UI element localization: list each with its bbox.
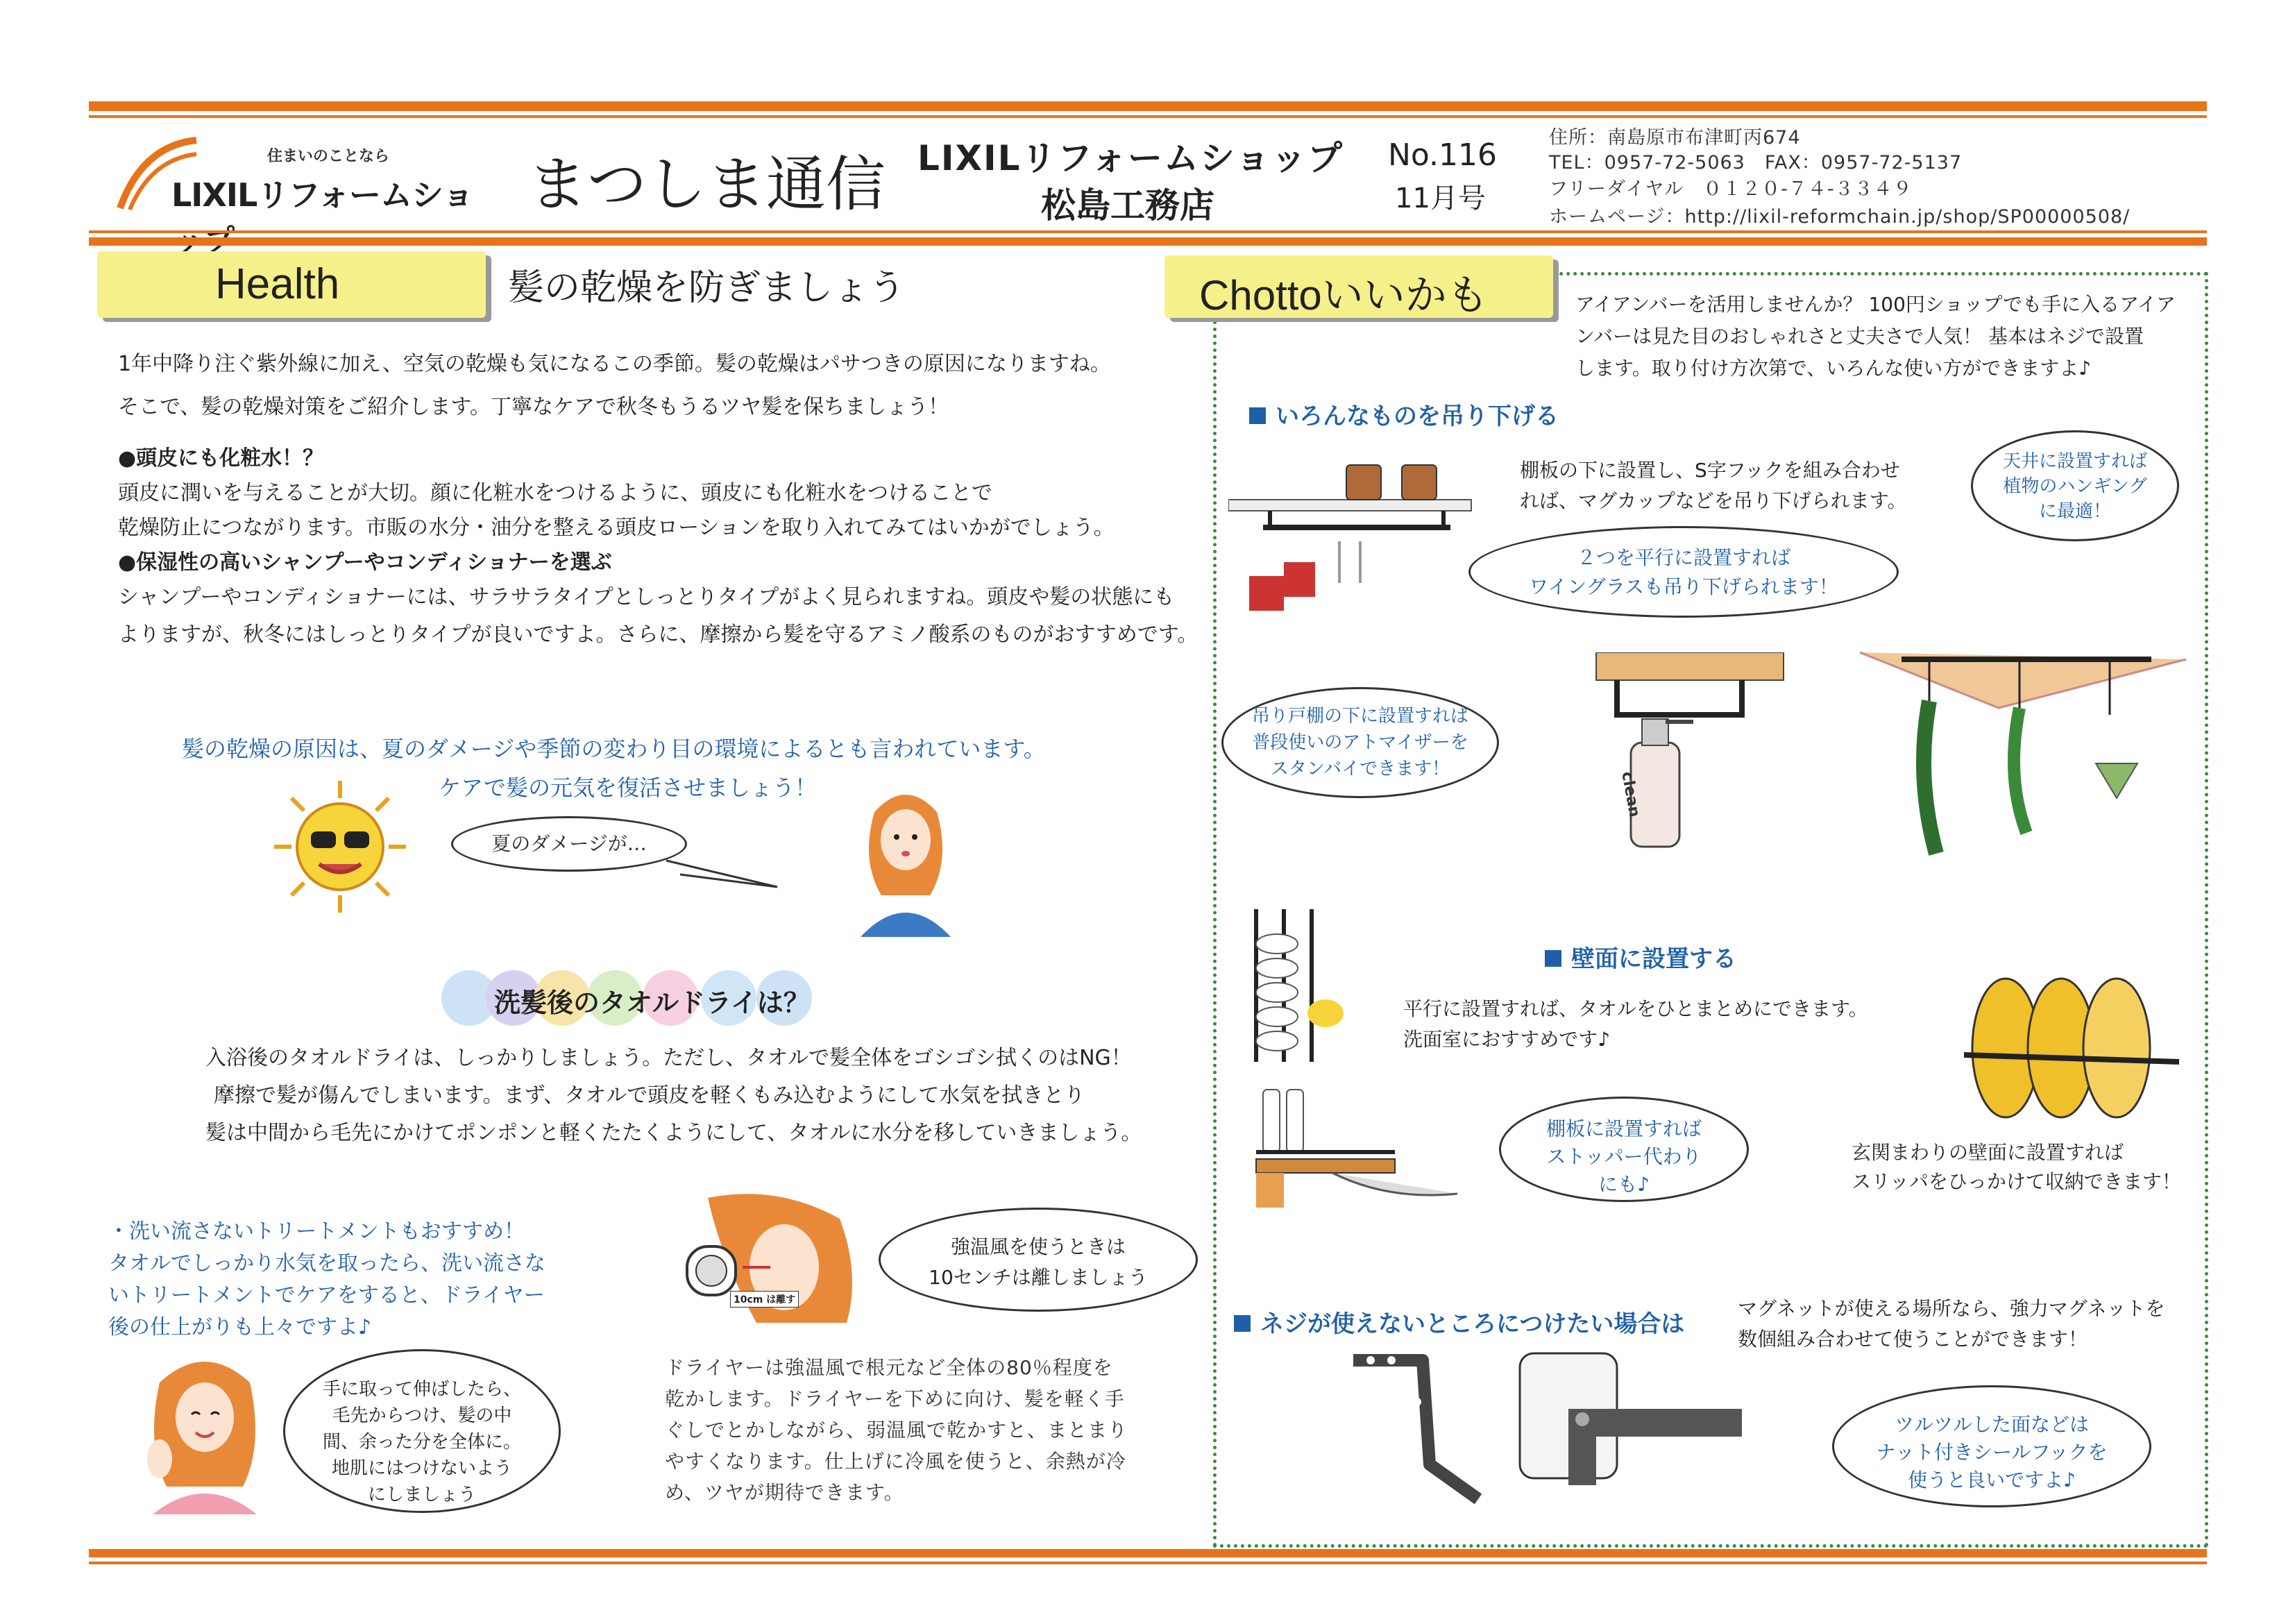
towel-rack-icon [1242,902,1346,1069]
bubble-hand-line: 間、余った分を全体に。 [322,1432,521,1453]
treatment-line: 後の仕上がりも上々ですよ♪ [108,1315,372,1339]
ceiling-plant-hanger-icon [1860,638,2193,895]
section-wall-body [1403,994,1868,1055]
chotto-intro [1575,289,2176,384]
contact-freedial: フリーダイヤル ０１２０-７４-３３４９ [1549,178,1913,200]
health-intro-line: 1年中降り注ぐ紫外線に加え、空気の乾燥も気になるこの季節。髪の乾燥はパサつきの原因になりますね。 [118,352,1111,376]
bottom-border-thin [89,1562,2207,1564]
square-bullet-icon [1234,1315,1251,1332]
bubble-shelf-stopper [1499,1097,1749,1202]
header-divider-thick [89,237,2207,246]
seal-hook-icon [1513,1346,1742,1499]
section-magnet-body [1738,1294,2165,1355]
slipper-line: 玄関まわりの壁面に設置すれば [1852,1141,2124,1164]
bubble-wine-glass [1468,526,1899,618]
dryer-distance-label: 10cm は離す [730,1291,799,1308]
section-magnet-title: ネジが使えないところにつけたい場合は [1260,1310,1685,1338]
chotto-intro-line: アイアンバーを活用しませんか？ 100円ショップでも手に入るアイア [1575,293,2176,316]
lixil-logo [115,132,503,222]
spray-bottle-icon [1589,652,1790,854]
bubble-dryer-line: 10センチは離しましょう [929,1266,1148,1289]
point2-line: よりますが、秋冬にはしっとりタイプが良いですよ。さらに、摩擦から髪を守るアミノ酸系のものがおすすめです。 [118,623,1199,647]
health-tab-label: Health [215,260,340,308]
point2-line: シャンプーやコンディショナーには、サラサラタイプとしっとりタイプがよく見られますね。頭皮や髪の状態にも [118,585,1175,609]
health-lead-2: ケアで髪の元気を復活させましょう！ [439,775,817,801]
bubble-ceiling-line: に最適！ [2038,501,2111,522]
logo-tagline: 住まいのことなら [267,148,390,165]
woman-treatment-icon [139,1348,271,1514]
section-wall-title: 壁面に設置する [1571,945,1736,973]
section-hang-body [1520,455,1906,516]
bubble-ceiling-line: 植物のハンギング [2003,476,2147,497]
bubble-ceiling-line: 天井に設置すれば [2002,451,2147,472]
dryer-line: 乾かします。ドライヤーを下めに向け、髪を軽く手 [665,1387,1125,1410]
towel-line: 髪は中間から毛先にかけてポンポンと軽くたたくようにして、タオルに水分を移していきましょう。 [205,1121,1142,1145]
chotto-tab [1165,255,1553,318]
woman-dry-hair-icon [847,784,965,937]
health-intro-line: そこで、髪の乾燥対策をご紹介します。丁寧なケアで秋冬もうるツヤ髪を保ちましょう！ [118,395,949,419]
contact-tel-fax: TEL：0957-72-5063 FAX：0957-72-5137 [1549,152,1963,174]
dryer-body [665,1352,1128,1508]
section-wall-line: 洗面室におすすめです♪ [1403,1028,1611,1051]
section-hang-line: 棚板の下に設置し、S字フックを組み合わせ [1520,459,1900,482]
chotto-tab-label: Chottoいいかも [1199,272,1489,319]
bubble-summer-damage [451,816,687,872]
contact-homepage[interactable]: ホームページ：http://lixil-reformchain.jp/shop/SP00000508/ [1549,206,2131,228]
point1-line: 乾燥防止につながります。市販の水分・油分を整える頭皮ローションを取り入れてみてはいかがでしょう。 [118,516,1115,540]
newsletter-title: まつしま通信 [527,150,886,219]
health-intro [118,347,1198,652]
slipper-line: スリッパをひっかけて収納できます！ [1852,1170,2181,1193]
square-bullet-icon [1249,407,1266,424]
dryer-line: ぐしでとかしながら、弱温風で乾かすと、まとまり [665,1419,1128,1441]
treatment-line: ・洗い流さないトリートメントもおすすめ！ [108,1219,525,1244]
shop-sub: 松島工務店 [1041,185,1214,226]
section-magnet-line: 数個組み合わせて使うことができます！ [1738,1328,2088,1351]
bubble-hand-line: 地肌にはつけないよう [331,1458,512,1479]
shelf-stopper-icon [1249,1083,1464,1208]
shelf-mug-hanger-icon [1228,451,1478,611]
point1-line: 頭皮に潤いを与えることが大切。顔に化粧水をつけるように、頭皮にも化粧水をつけることで [118,481,992,505]
treatment-line: いトリートメントでケアをすると、ドライヤー [108,1283,545,1308]
bubble-cupboard [1221,687,1499,798]
bubble-hand-line: にしましょう [367,1485,476,1505]
top-border-thin [89,115,2207,118]
towel-body [205,1040,1142,1152]
section-magnet-heading [1234,1305,1684,1339]
bubble-shelf-line: 棚板に設置すれば [1545,1117,1702,1140]
towel-line: 摩擦で髪が傷んでしまいます。まず、タオルで頭皮を軽くもみ込むようにして水気を拭きとり [214,1083,1085,1108]
bubble-seal-line: ツルツルした面などは [1894,1413,2089,1436]
bubble-seal-line: 使うと良いですよ♪ [1908,1469,2076,1491]
treatment-line: タオルでしっかり水気を取ったら、洗い流さな [108,1251,545,1276]
issue-number: No.116 [1388,137,1498,173]
bubble-hand-line: 手に取って伸ばしたら、 [322,1379,521,1400]
shop-name: LIXILリフォームショップ [917,138,1344,178]
bubble-dryer-tip [879,1208,1198,1312]
top-border-thick [89,101,2207,111]
bubble-hand-line: 毛先からつけ、髪の中 [332,1405,512,1426]
bottle-label: clean [1618,770,1643,819]
contact-address: 住所：南島原市布津町丙674 [1549,127,1801,149]
health-title: 髪の乾燥を防ぎましょう [508,267,906,309]
bubble-ceiling [1971,430,2179,541]
section-hang-line: れば、マグカップなどを吊り下げられます。 [1520,489,1907,512]
bubble-shelf-line: ストッパー代わり [1546,1145,1702,1168]
point2-heading: ●保湿性の高いシャンプーやコンディショナーを選ぶ [118,550,612,575]
bubble-hand-tip [283,1349,561,1513]
square-bullet-icon [1545,950,1561,967]
dryer-line: ドライヤーは強温風で根元など全体の80％程度を [665,1356,1113,1379]
towel-line: 入浴後のタオルドライは、しっかりしましょう。ただし、タオルで髪全体をゴシゴシ拭くのはNG！ [205,1046,1132,1070]
sun-sunglasses-icon [271,777,409,916]
bubble-cupboard-line: 普段使いのアトマイザーを [1252,732,1468,753]
section-wall-heading [1545,940,1736,974]
bubble-summer-text: 夏のダメージが… [491,832,647,855]
issue-month: 11月号 [1395,183,1486,214]
bubble-wine-line: ワイングラスも吊り下げられます！ [1529,575,1838,598]
bubble-seal-line: ナット付きシールフックを [1876,1441,2108,1464]
health-lead-1: 髪の乾燥の原因は、夏のダメージや季節の変わり目の環境によるとも言われています。 [182,736,1046,762]
towel-heading: 洗髪後のタオルドライは？ [494,988,810,1018]
section-wall-line: 平行に設置すれば、タオルをひとまとめにできます。 [1403,997,1868,1020]
dryer-line: め、ツヤが期待できます。 [665,1481,904,1504]
point1-heading: ●頭皮にも化粧水！？ [118,446,324,471]
bubble-dryer-line: 強温風を使うときは [950,1235,1126,1258]
l-bracket-icon [1339,1346,1492,1513]
bubble-seal-hook [1832,1385,2151,1507]
section-hang-title: いろんなものを吊り下げる [1276,403,1559,430]
logo-text: LIXILリフォームショ [171,176,474,214]
bubble-shelf-line: にも♪ [1598,1173,1650,1196]
chotto-intro-line: ンバーは見た目のおしゃれさと丈夫さで人気！ 基本はネジで設置 [1575,325,2144,348]
treatment-tip [108,1216,545,1344]
bubble-tail [666,854,784,895]
section-hang-heading [1249,397,1559,431]
bubble-wine-line: ２つを平行に設置すれば [1576,546,1790,569]
header-divider-thin [89,230,2207,233]
bottom-border-thick [89,1549,2207,1557]
slipper-text [1852,1138,2181,1196]
bubble-cupboard-line: 吊り戸棚の下に設置すれば [1251,706,1468,727]
bubble-cupboard-line: スタンバイできます！ [1270,759,1450,779]
health-tab [97,251,486,318]
chotto-intro-line: します。取り付け方次第で、いろんな使い方ができますよ♪ [1575,357,2092,380]
section-magnet-line: マグネットが使える場所なら、強力マグネットを [1738,1297,2165,1320]
slipper-rack-icon [1957,972,2186,1131]
dryer-line: やすくなります。仕上げに冷風を使うと、余熱が冷 [665,1450,1126,1473]
